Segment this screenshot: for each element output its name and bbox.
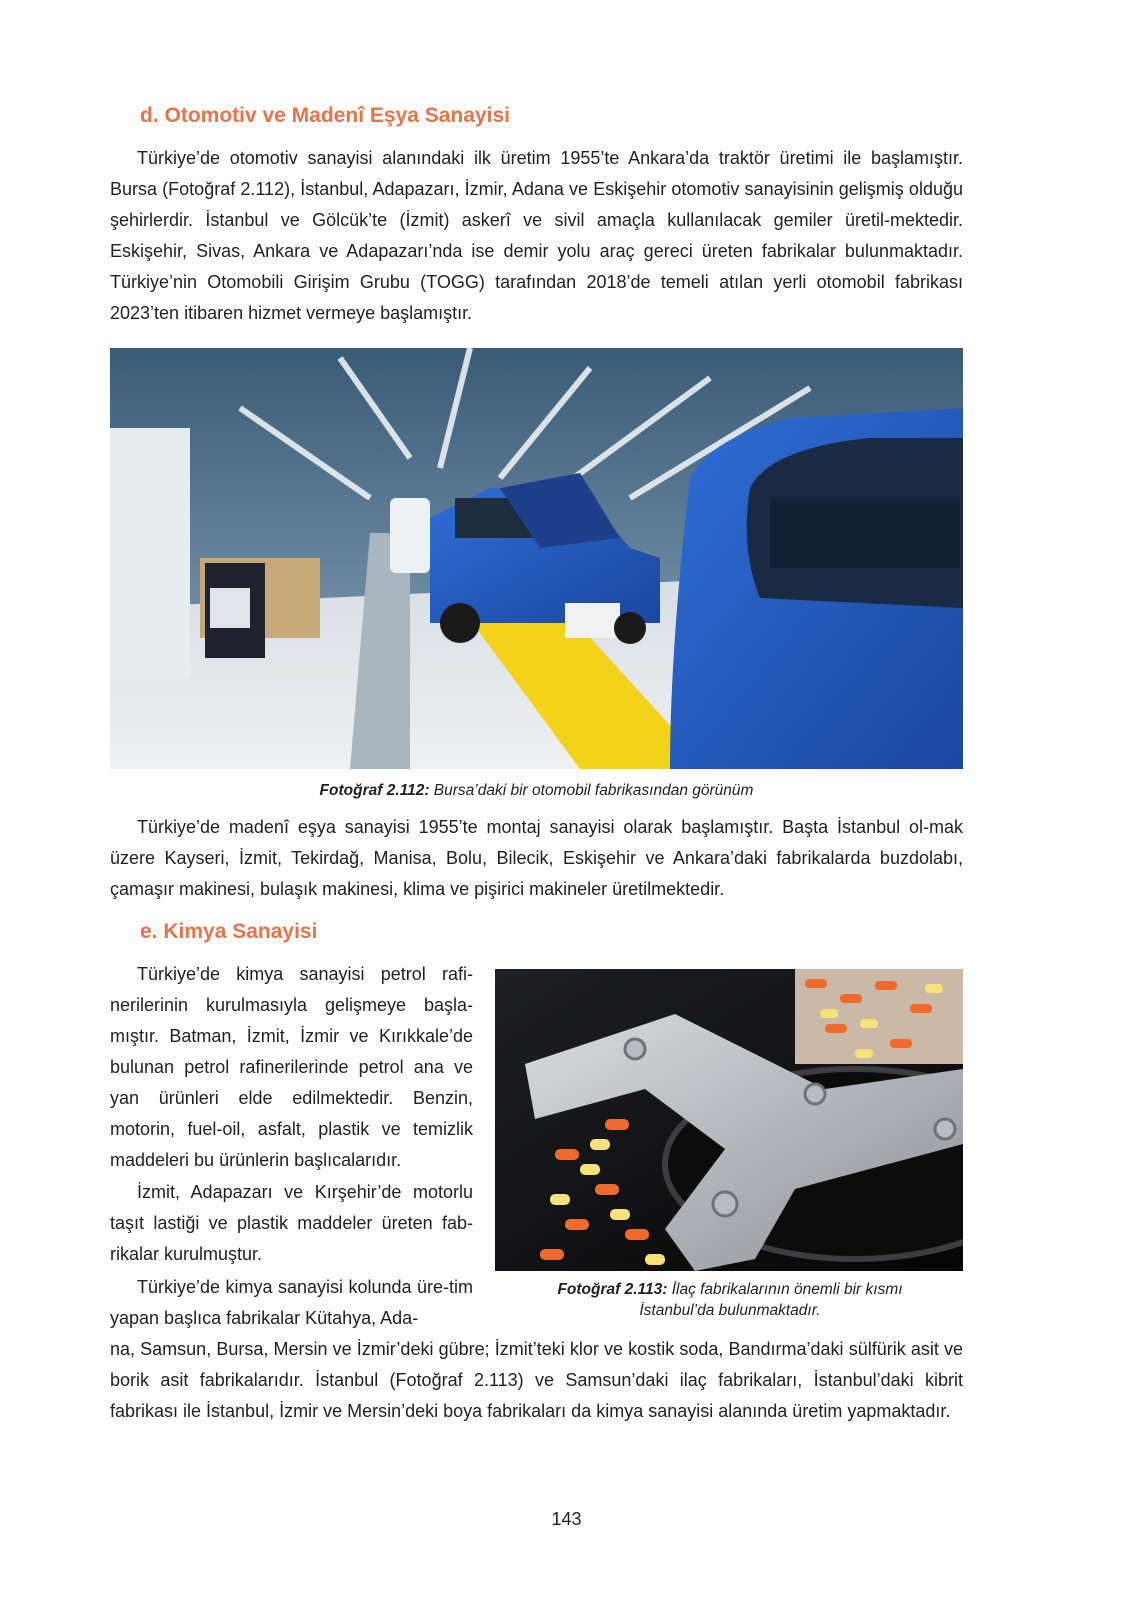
section-e-heading: e. Kimya Sanayisi (140, 920, 318, 943)
photo-2-112-caption (110, 780, 963, 801)
caption-label: Fotoğraf 2.113: (557, 1281, 668, 1298)
section-d-paragraph-1: Türkiye’de otomotiv sanayisi alanındaki ilk üretim 1955’te Ankara’da traktör üretimi ile başlamıştır. Bursa (Fotoğraf 2.112), İstanbul, Adapazarı, İzmir, Adana ve Eskişehir otomotiv sanayisinin gelişmiş olduğu şehirlerdir. İstanbul ve Gölcük’te (İzmit) askerî ve sivil amaçla kullanılacak gemiler üretil-mektedir. Eskişehir, Sivas, Ankara ve Adapazarı’nda ise demir yolu araç gereci üreten fabrikalar bulunmaktadır. Türkiye’nin Otomobili Girişim Grubu (TOGG) tarafından 2018’de temeli atılan yerli otomobil fabrikası 2023’ten itibaren hizmet vermeye başlamıştır. (110, 148, 963, 323)
caption-text: İlaç fabrikalarının önemli bir kısmı İstanbul’da bulunmaktadır. (639, 1281, 903, 1319)
page-number: 143 (551, 1509, 582, 1529)
section-d-paragraph-2: Türkiye’de madenî eşya sanayisi 1955’te montaj sanayisi olarak başlamıştır. Başta İstanbul ol-mak üzere Kayseri, İzmit, Tekirdağ, Manisa, Bolu, Bilecik, Eskişehir ve Ankara’daki fabrikalarda buzdolabı, çamaşır makinesi, bulaşık makinesi, klima ve pişirici makineler üretilmektedir. (110, 817, 963, 899)
caption-text: Bursa’daki bir otomobil fabrikasından görünüm (429, 782, 754, 799)
caption-label: Fotoğraf 2.112: (319, 782, 430, 799)
section-e-paragraph-1: Türkiye’de kimya sanayisi petrol rafi-nerilerinin kurulmasıyla gelişmeye başla-mıştır. Batman, İzmit, İzmir ve Kırıkkale’de bulunan petrol rafinerilerinde petrol ana ve yan ürünleri elde edilmektedir. Benzin, motorin, fuel-oil, asfalt, plastik ve temizlik maddeleri bu ürünlerin başlıcalarıdır. (110, 964, 473, 1170)
car-factory-photo (110, 348, 963, 769)
section-e-paragraph-3-start: Türkiye’de kimya sanayisi kolunda üre-tim yapan başlıca fabrikalar Kütahya, Ada- (110, 1277, 473, 1328)
section-d-heading: d. Otomotiv ve Madenî Eşya Sanayisi (140, 104, 510, 127)
section-e-paragraph-3-rest: na, Samsun, Bursa, Mersin ve İzmir’deki gübre; İzmit’teki klor ve kostik soda, Bandırma’daki sülfürik asit ve borik asit fabrikalarıdır. İstanbul (Fotoğraf 2.113) ve Samsun’daki ilaç fabrikaları, İstanbul’daki kibrit fabrikası ile İstanbul, İzmir ve Mersin’deki boya fabrikaları da kimya sanayisi alanında üretim yapmaktadır. (110, 1339, 963, 1421)
photo-2-113-caption (520, 1279, 940, 1321)
section-e-paragraph-2: İzmit, Adapazarı ve Kırşehir’de motorlu taşıt lastiği ve plastik maddeler üreten fab-rikalar kurulmuştur. (110, 1182, 473, 1264)
pharmacy-factory-photo (495, 969, 963, 1271)
